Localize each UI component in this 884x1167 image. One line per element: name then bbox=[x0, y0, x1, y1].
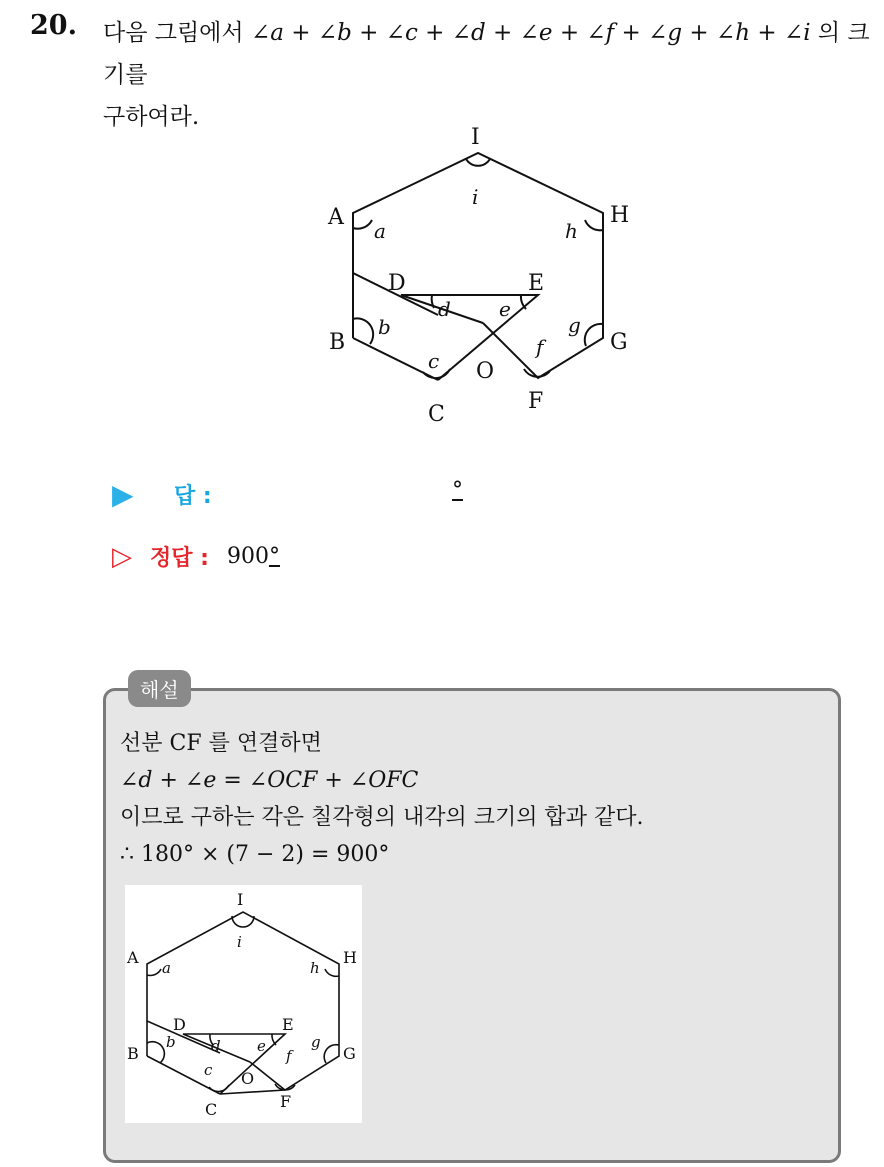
solution-tag: 해설 bbox=[128, 670, 191, 707]
vertex-label-e: E bbox=[528, 271, 545, 296]
solution-line: ∴ 180° × (7 − 2) = 900° bbox=[120, 842, 390, 867]
angle-label-a: a bbox=[374, 219, 386, 243]
angle-label-h: h bbox=[565, 219, 578, 243]
svg-text:F: F bbox=[280, 1092, 292, 1111]
answer-unit: ° bbox=[452, 478, 463, 503]
vertex-label-a: A bbox=[328, 205, 344, 230]
vertex-label-f: F bbox=[528, 389, 544, 414]
question-suffix: 의 크기를 bbox=[103, 20, 870, 88]
svg-text:G: G bbox=[343, 1044, 356, 1063]
vertex-label-b: B bbox=[329, 330, 346, 355]
correct-triangle-icon: ▷ bbox=[112, 541, 132, 572]
svg-text:B: B bbox=[127, 1044, 139, 1063]
svg-text:d: d bbox=[211, 1037, 221, 1055]
angle-label-b: b bbox=[378, 315, 391, 339]
svg-text:h: h bbox=[310, 959, 320, 977]
answer-label: 답 : bbox=[174, 484, 212, 509]
solution-line: 이므로 구하는 각은 칠각형의 내각의 크기의 합과 같다. bbox=[120, 805, 644, 830]
question-prefix: 다음 그림에서 bbox=[103, 20, 244, 46]
solution-line: ∠d + ∠e = ∠OCF + ∠OFC bbox=[120, 768, 419, 793]
correct-row bbox=[112, 541, 280, 572]
svg-text:C: C bbox=[205, 1100, 218, 1119]
svg-text:e: e bbox=[257, 1037, 266, 1055]
svg-text:E: E bbox=[282, 1015, 294, 1034]
angle-label-c: c bbox=[428, 349, 440, 373]
correct-value: 900 bbox=[226, 544, 269, 569]
arc-d bbox=[432, 295, 434, 308]
answer-row bbox=[112, 478, 212, 511]
solution-figure bbox=[125, 885, 362, 1123]
svg-text:A: A bbox=[127, 948, 139, 967]
vertex-label-c: C bbox=[428, 402, 445, 427]
svg-text:b: b bbox=[166, 1033, 176, 1051]
vertex-label-h: H bbox=[610, 203, 630, 228]
correct-label: 정답 : bbox=[150, 546, 209, 571]
vertex-label-o: O bbox=[476, 359, 495, 384]
svg-text:D: D bbox=[173, 1015, 186, 1034]
solution-text bbox=[120, 725, 644, 873]
svg-text:c: c bbox=[204, 1061, 213, 1079]
arc-e bbox=[521, 295, 526, 309]
heptagon-figure bbox=[318, 118, 648, 428]
angle-label-g: g bbox=[568, 313, 581, 337]
answer-input[interactable] bbox=[452, 478, 463, 503]
correct-unit: ° bbox=[268, 544, 280, 569]
question-number: 20. bbox=[30, 10, 77, 41]
question-expression: ∠a + ∠b + ∠c + ∠d + ∠e + ∠f + ∠g + ∠h + ∠i bbox=[250, 20, 811, 46]
vertex-label-i: I bbox=[471, 125, 480, 150]
solution-line: 선분 CF 를 연결하면 bbox=[120, 731, 322, 756]
vertex-label-d: D bbox=[388, 271, 406, 296]
angle-label-i: i bbox=[472, 185, 479, 209]
question-line2: 구하여라. bbox=[103, 104, 200, 130]
svg-text:g: g bbox=[311, 1033, 321, 1051]
angle-label-d: d bbox=[438, 297, 451, 321]
angle-label-f: f bbox=[536, 335, 544, 359]
arc-i bbox=[466, 159, 490, 166]
angle-label-e: e bbox=[499, 297, 511, 321]
svg-text:f: f bbox=[286, 1047, 292, 1065]
svg-text:I: I bbox=[237, 890, 244, 909]
answer-triangle-icon: ▶ bbox=[112, 478, 134, 511]
arc-a bbox=[353, 220, 372, 229]
svg-text:O: O bbox=[241, 1069, 255, 1088]
vertex-label-g: G bbox=[610, 330, 628, 355]
svg-text:H: H bbox=[343, 948, 357, 967]
svg-text:a: a bbox=[162, 959, 171, 977]
arc-h bbox=[585, 220, 603, 230]
svg-text:i: i bbox=[237, 933, 242, 951]
